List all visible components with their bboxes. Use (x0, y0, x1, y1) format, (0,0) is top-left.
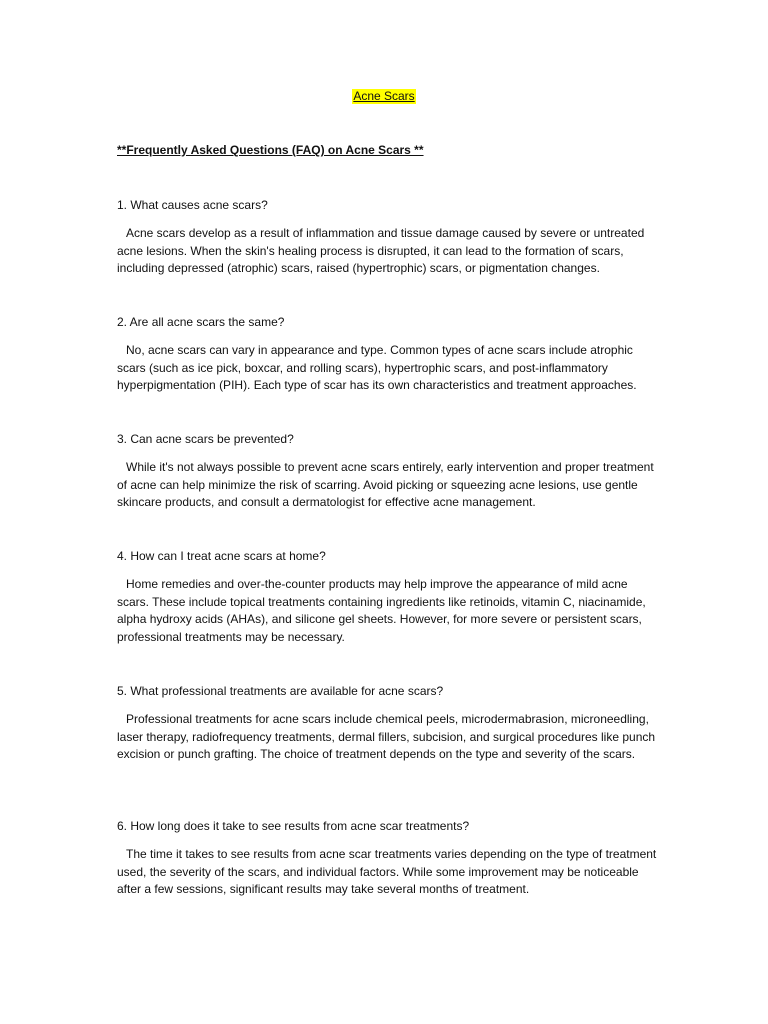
faq-question: 5. What professional treatments are available for acne scars? (117, 684, 444, 698)
faq-answer: The time it takes to see results from acne scar treatments varies depending on the type of treatment used, the severity of the scars, and individual factors. While some improvement may be noticeable after a few sessions, significant results may take several months of treatment. (117, 847, 657, 897)
faq-question: 6. How long does it take to see results from acne scar treatments? (117, 819, 470, 833)
title-container (0, 87, 768, 105)
faq-answer: Home remedies and over-the-counter products may help improve the appearance of mild acne scars. These include topical treatments containing ingredients like retinoids, vitamin C, niacinamide, alpha hydroxy acids (AHAs), and silicone gel sheets. However, for more severe or persistent scars, professional treatments may be necessary. (117, 577, 646, 645)
faq-answer: Acne scars develop as a result of inflammation and tissue damage caused by severe or untreated acne lesions. When the skin's healing process is disrupted, it can lead to the formation of scars, including depressed (atrophic) scars, raised (hypertrophic) scars, or pigmentation changes. (117, 226, 645, 276)
faq-item-6 (117, 819, 657, 899)
faq-question: 3. Can acne scars be prevented? (117, 432, 294, 446)
faq-heading: **Frequently Asked Questions (FAQ) on Acne Scars ** (117, 143, 424, 157)
faq-item-2 (117, 315, 657, 395)
faq-question: 4. How can I treat acne scars at home? (117, 549, 326, 563)
faq-item-3 (117, 432, 657, 512)
document-title: Acne Scars (353, 89, 415, 103)
faq-item-1 (117, 198, 657, 278)
faq-item-4 (117, 549, 657, 647)
faq-question: 2. Are all acne scars the same? (117, 315, 285, 329)
faq-item-5 (117, 684, 657, 764)
faq-answer: No, acne scars can vary in appearance and type. Common types of acne scars include atrophic scars (such as ice pick, boxcar, and rolling scars), hypertrophic scars, and post-inflammatory hyperpigmentation (PIH). Each type of scar has its own characteristics and treatment approaches. (117, 343, 637, 393)
faq-answer: While it's not always possible to prevent acne scars entirely, early intervention and proper treatment of acne can help minimize the risk of scarring. Avoid picking or squeezing acne lesions, use gentle skincare products, and consult a dermatologist for effective acne management. (117, 460, 654, 510)
faq-answer: Professional treatments for acne scars include chemical peels, microdermabrasion, microneedling, laser therapy, radiofrequency treatments, dermal fillers, subcision, and surgical procedures like punch excision or punch grafting. The choice of treatment depends on the type and severity of the scars. (117, 712, 656, 762)
faq-question: 1. What causes acne scars? (117, 198, 268, 212)
